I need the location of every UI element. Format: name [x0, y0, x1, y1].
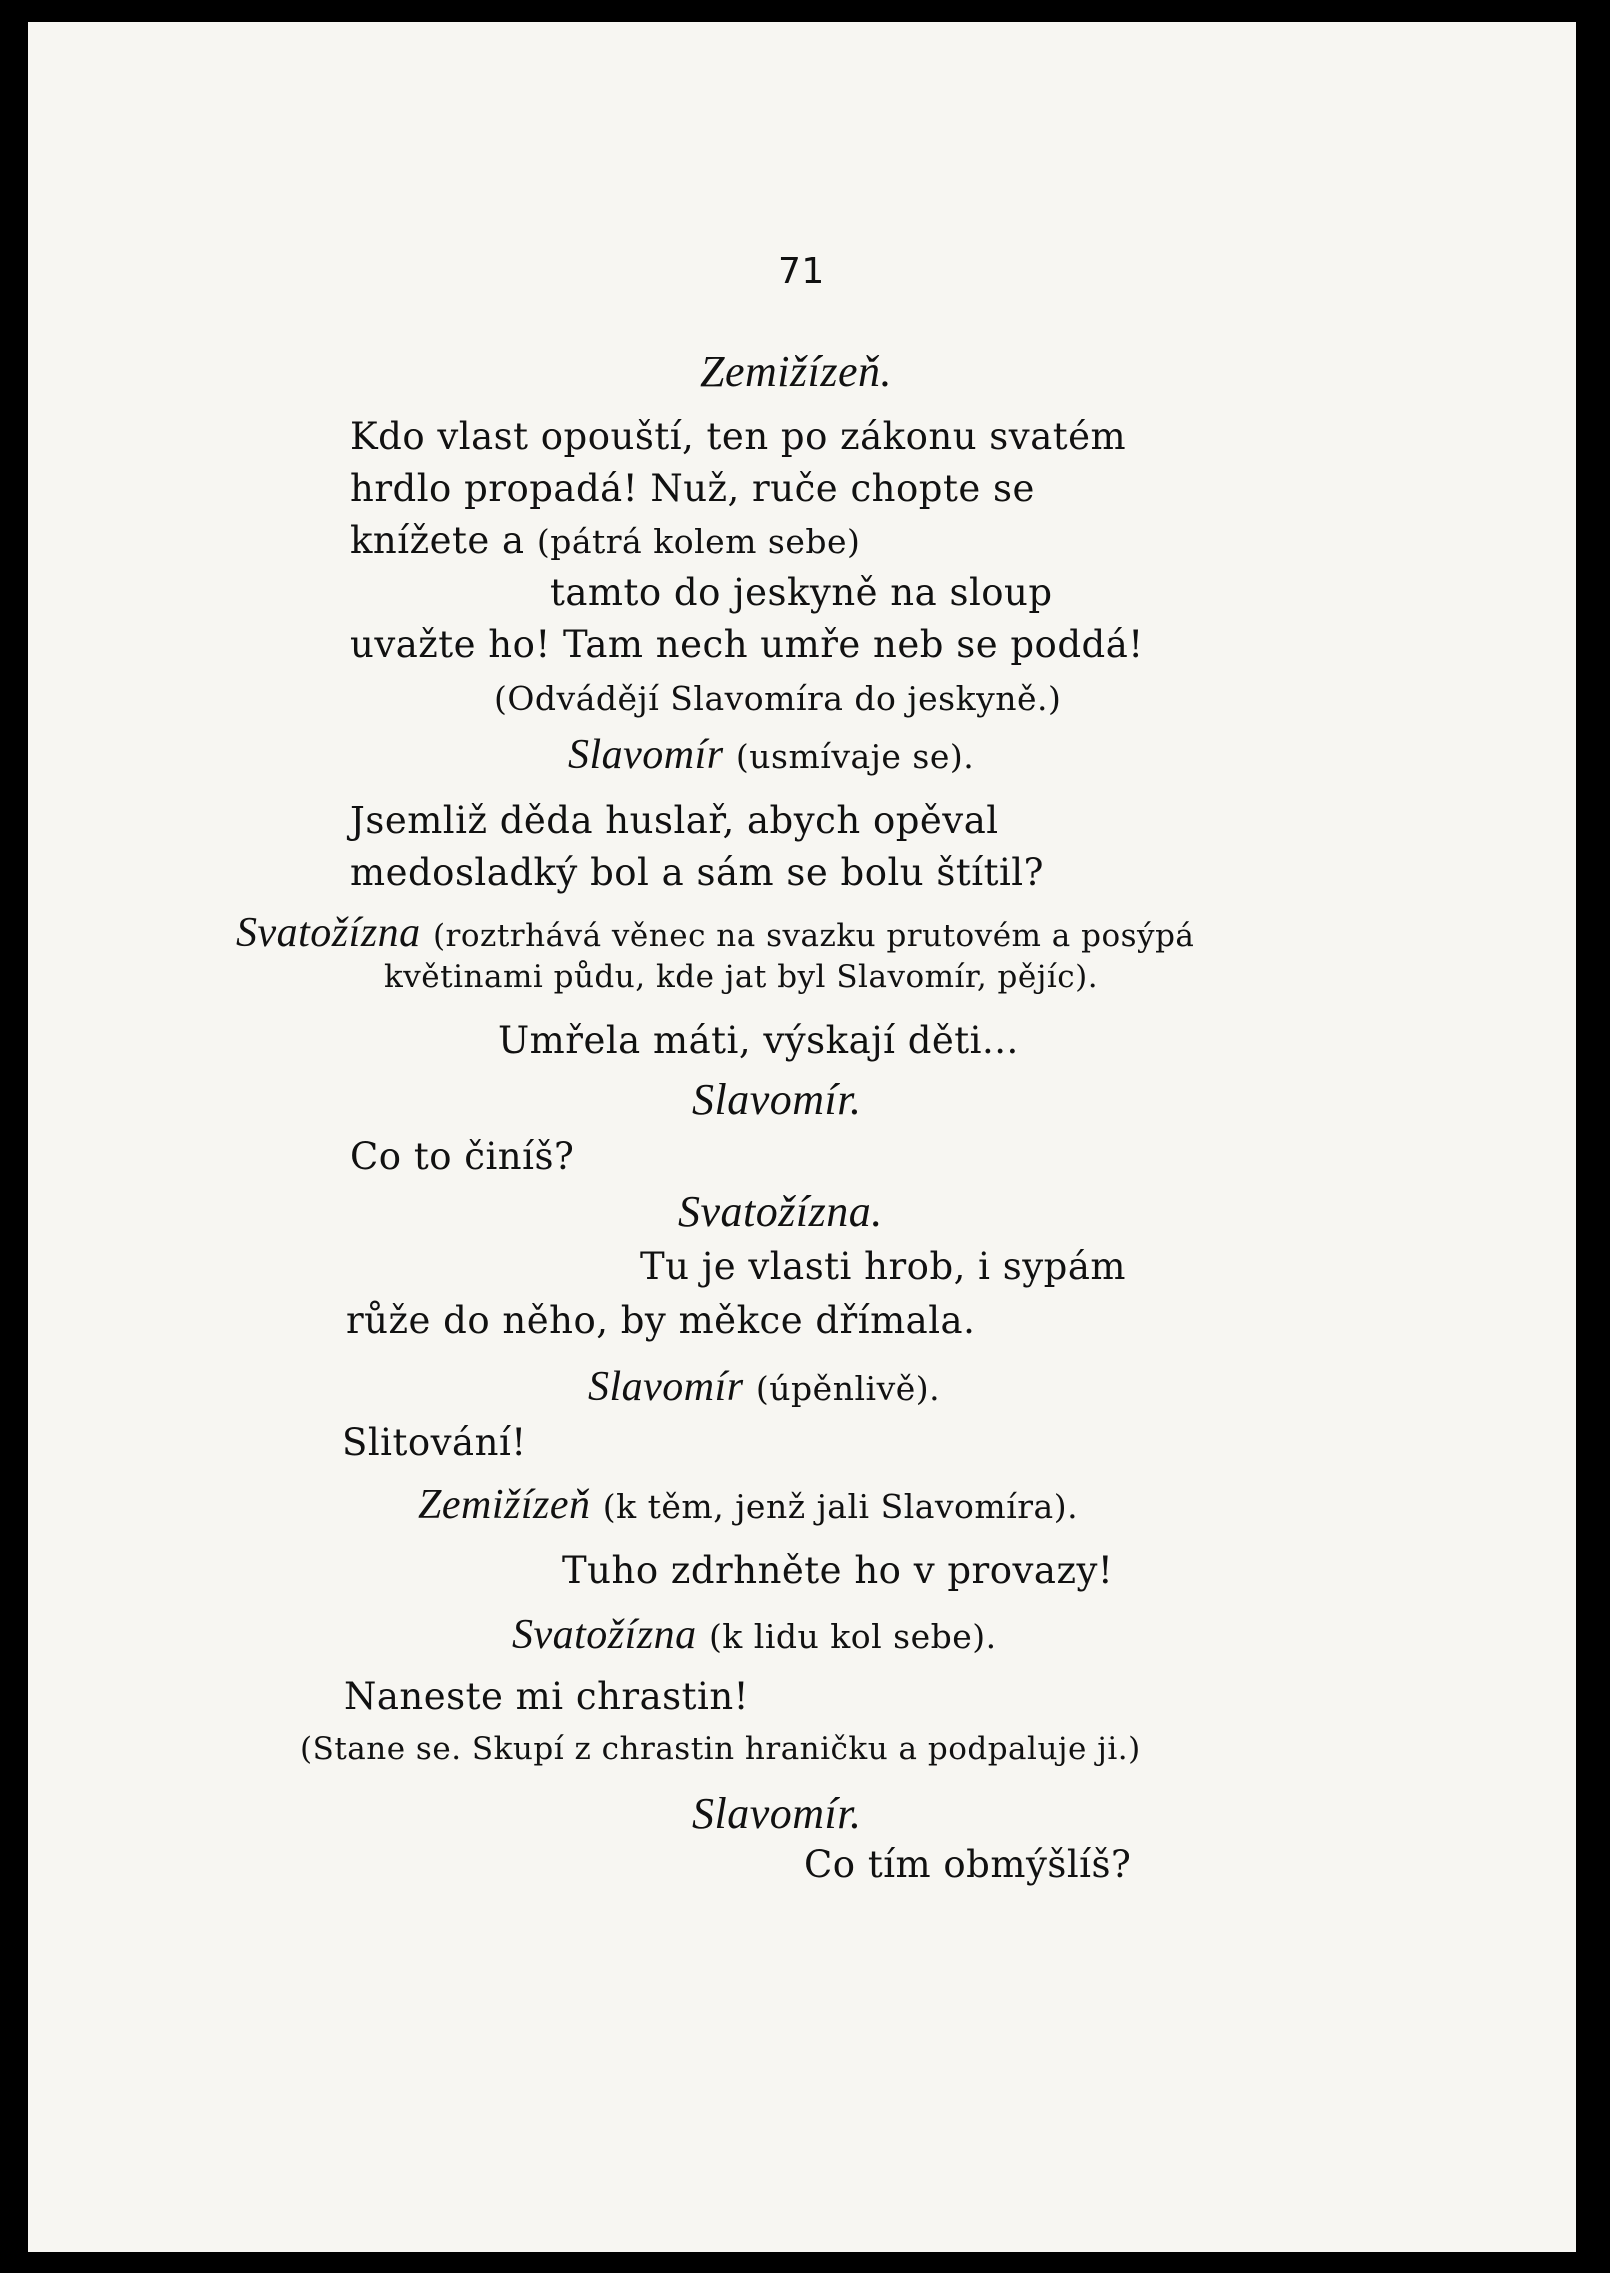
verse-text: Tu je vlasti hrob, i sypám	[640, 1245, 1126, 1288]
verse-text: Naneste mi chrastin!	[344, 1675, 750, 1718]
verse-text: Slitování!	[342, 1421, 527, 1464]
verse-line	[640, 1245, 1126, 1288]
verse-text: Jsemliž děda huslař, abych opěval	[350, 799, 999, 842]
stage-direction-line	[494, 679, 1062, 718]
verse-text: hrdlo propadá! Nuž, ruče chopte se	[350, 467, 1035, 510]
speaker-name: Svatožízna	[512, 1612, 697, 1658]
verse-line	[342, 1421, 527, 1464]
stage-direction: (roztrhává věnec na svazku prutovém a posýpá	[432, 918, 1195, 954]
speaker-heading	[588, 1366, 940, 1408]
stage-direction: (k lidu kol sebe).	[708, 1617, 997, 1656]
stage-direction: (usmívaje se).	[735, 737, 975, 776]
speaker-heading	[692, 1789, 862, 1838]
verse-line	[498, 1019, 1019, 1062]
speaker-name: Zemižízeň	[418, 1482, 591, 1528]
speaker-heading	[236, 912, 1194, 954]
verse-text: Umřela máti, výskají děti...	[498, 1019, 1019, 1062]
verse-line	[350, 519, 861, 562]
verse-text: uvažte ho! Tam nech umře neb se poddá!	[350, 623, 1144, 666]
verse-line	[550, 571, 1053, 614]
verse-text: knížete a	[350, 519, 525, 562]
speaker-name: Zemižízeň.	[700, 347, 892, 396]
verse-line	[350, 1135, 575, 1178]
speaker-name: Slavomír	[568, 732, 724, 778]
speaker-name: Slavomír.	[692, 1075, 862, 1124]
verse-text: růže do něho, by měkce dřímala.	[346, 1299, 976, 1342]
stage-direction: květinami půdu, kde jat byl Slavomír, pějíc).	[384, 959, 1099, 995]
verse-line	[344, 1675, 750, 1718]
stage-direction-line	[384, 959, 1099, 995]
speaker-heading	[418, 1484, 1078, 1526]
speaker-heading	[692, 1075, 862, 1124]
speaker-name: Svatožízna	[236, 910, 421, 956]
speaker-name: Slavomír.	[692, 1789, 862, 1838]
stage-direction: (Odvádějí Slavomíra do jeskyně.)	[494, 679, 1062, 718]
speaker-heading	[700, 347, 892, 396]
book-page	[28, 22, 1576, 2252]
verse-line	[350, 799, 999, 842]
speaker-heading	[512, 1614, 997, 1656]
verse-line	[346, 1299, 976, 1342]
verse-line	[350, 851, 1044, 894]
verse-text: Tuho zdrhněte ho v provazy!	[562, 1549, 1114, 1592]
stage-direction: (úpěnlivě).	[755, 1369, 941, 1408]
speaker-heading	[568, 734, 974, 776]
stage-direction: (pátrá kolem sebe)	[536, 522, 861, 561]
speaker-name: Svatožízna.	[678, 1187, 883, 1236]
page-number: 71	[778, 251, 825, 292]
stage-direction-line	[300, 1731, 1141, 1767]
verse-text: Co tím obmýšlíš?	[804, 1843, 1132, 1886]
stage-direction: (k těm, jenž jali Slavomíra).	[602, 1487, 1079, 1526]
verse-line	[562, 1549, 1114, 1592]
speaker-heading	[678, 1187, 883, 1236]
verse-text: Co to činíš?	[350, 1135, 575, 1178]
verse-line	[350, 623, 1144, 666]
verse-line	[350, 415, 1127, 458]
verse-text: tamto do jeskyně na sloup	[550, 571, 1053, 614]
stage-direction: (Stane se. Skupí z chrastin hraničku a podpaluje ji.)	[300, 1731, 1141, 1767]
speaker-name: Slavomír	[588, 1364, 744, 1410]
verse-line	[804, 1843, 1132, 1886]
verse-text: medosladký bol a sám se bolu štítil?	[350, 851, 1044, 894]
verse-text: Kdo vlast opouští, ten po zákonu svatém	[350, 415, 1127, 458]
verse-line	[350, 467, 1035, 510]
